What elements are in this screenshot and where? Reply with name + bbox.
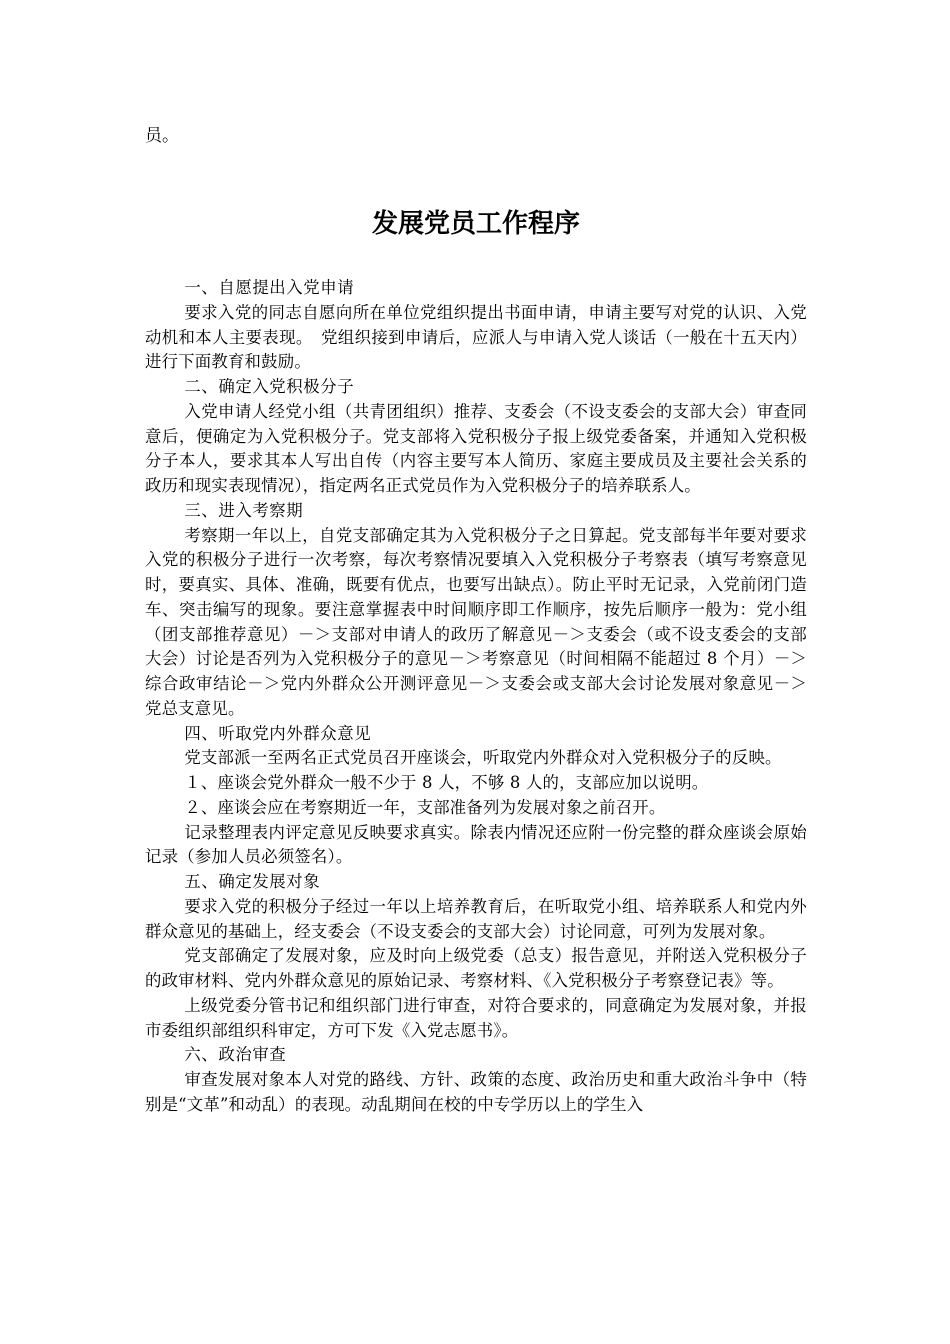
- section-heading-4: 四、听取党内外群众意见: [184, 723, 372, 743]
- list-item: １、座谈会党外群众一般不少于 8 人，不够 8 人的，支部应加以说明。: [184, 773, 709, 792]
- section-heading-3: 三、进入考察期: [184, 500, 304, 520]
- paragraph: 入党申请人经党小组（共青团组织）推荐、支委会（不设支委会的支部大会）审查同意后，便确定为入党积极分子。党支部将入党积极分子报上级党委备案，并通知入党积极分子本人，要求其本人写出自传（内容主要写本人简历、家庭主要成员及主要社会关系的政历和现实表现情况），指定两名正式党员作为入党积极分子的培养联系人。: [145, 401, 807, 495]
- paragraph: 上级党委分管书记和组织部门进行审查，对符合要求的，同意确定为发展对象，并报市委组织部组织科审定，方可下发《入党志愿书》。: [145, 995, 807, 1040]
- section-heading-1: 一、自愿提出入党申请: [184, 278, 355, 297]
- paragraph: 考察期一年以上，自党支部确定其为入党积极分子之日算起。党支部每半年要对要求入党的积极分子进行一次考察，每次考察情况要填入入党积极分子考察表（填写考察意见时，要真实、具体、准确，既要有优点，也要写出缺点）。防止平时无记录，入党前闭门造车、突击编写的现象。要注意掌握表中时间顺序即工作顺序，按先后顺序一般为：党小组（团支部推荐意见）－＞支部对申请人的政历了解意见－＞支委会（或不设支委会的支部大会）讨论是否列为入党积极分子的意见－＞考察意见（时间相隔不能超过 8 个月）－＞综合政审结论－＞党内外群众公开测评意见－＞支委会或支部大会讨论发展对象意见－＞党总支意见。: [145, 525, 807, 718]
- paragraph: 要求入党的积极分子经过一年以上培养教育后，在听取党小组、培养联系人和党内外群众意见的基础上，经支委会（不设支委会的支部大会）讨论同意，可列为发展对象。: [145, 896, 807, 941]
- document-title: 发展党员工作程序: [371, 209, 580, 239]
- paragraph: 党支部派一至两名正式党员召开座谈会，听取党内外群众对入党积极分子的反映。: [184, 748, 782, 768]
- paragraph: 审查发展对象本人对党的路线、方针、政策的态度、政治历史和重大政治斗争中（特别是“文革”和动乱）的表现。动乱期间在校的中专学历以上的学生入: [145, 1070, 807, 1114]
- section-heading-2: 二、确定入党积极分子: [184, 377, 355, 396]
- paragraph: 党支部确定了发展对象，应及时向上级党委（总支）报告意见，并附送入党积极分子的政审材料、党内外群众意见的原始记录、考察材料、《入党积极分子考察登记表》等。: [145, 946, 807, 990]
- paragraph: 记录整理表内评定意见反映要求真实。除表内情况还应附一份完整的群众座谈会原始记录（参加人员必须签名）。: [145, 822, 807, 867]
- paragraph: 要求入党的同志自愿向所在单位党组织提出书面申请，申请主要写对党的认识、入党动机和本人主要表现。 党组织接到申请后，应派人与申请入党人谈话（一般在十五天内）进行下面教育和鼓励。: [145, 302, 807, 372]
- section-heading-6: 六、政治审查: [184, 1045, 287, 1065]
- list-item: ２、座谈会应在考察期近一年，支部准备列为发展对象之前召开。: [184, 797, 666, 817]
- continued-text-fragment: 员。: [145, 126, 179, 146]
- section-heading-5: 五、确定发展对象: [184, 872, 321, 891]
- document-body: [145, 276, 807, 1118]
